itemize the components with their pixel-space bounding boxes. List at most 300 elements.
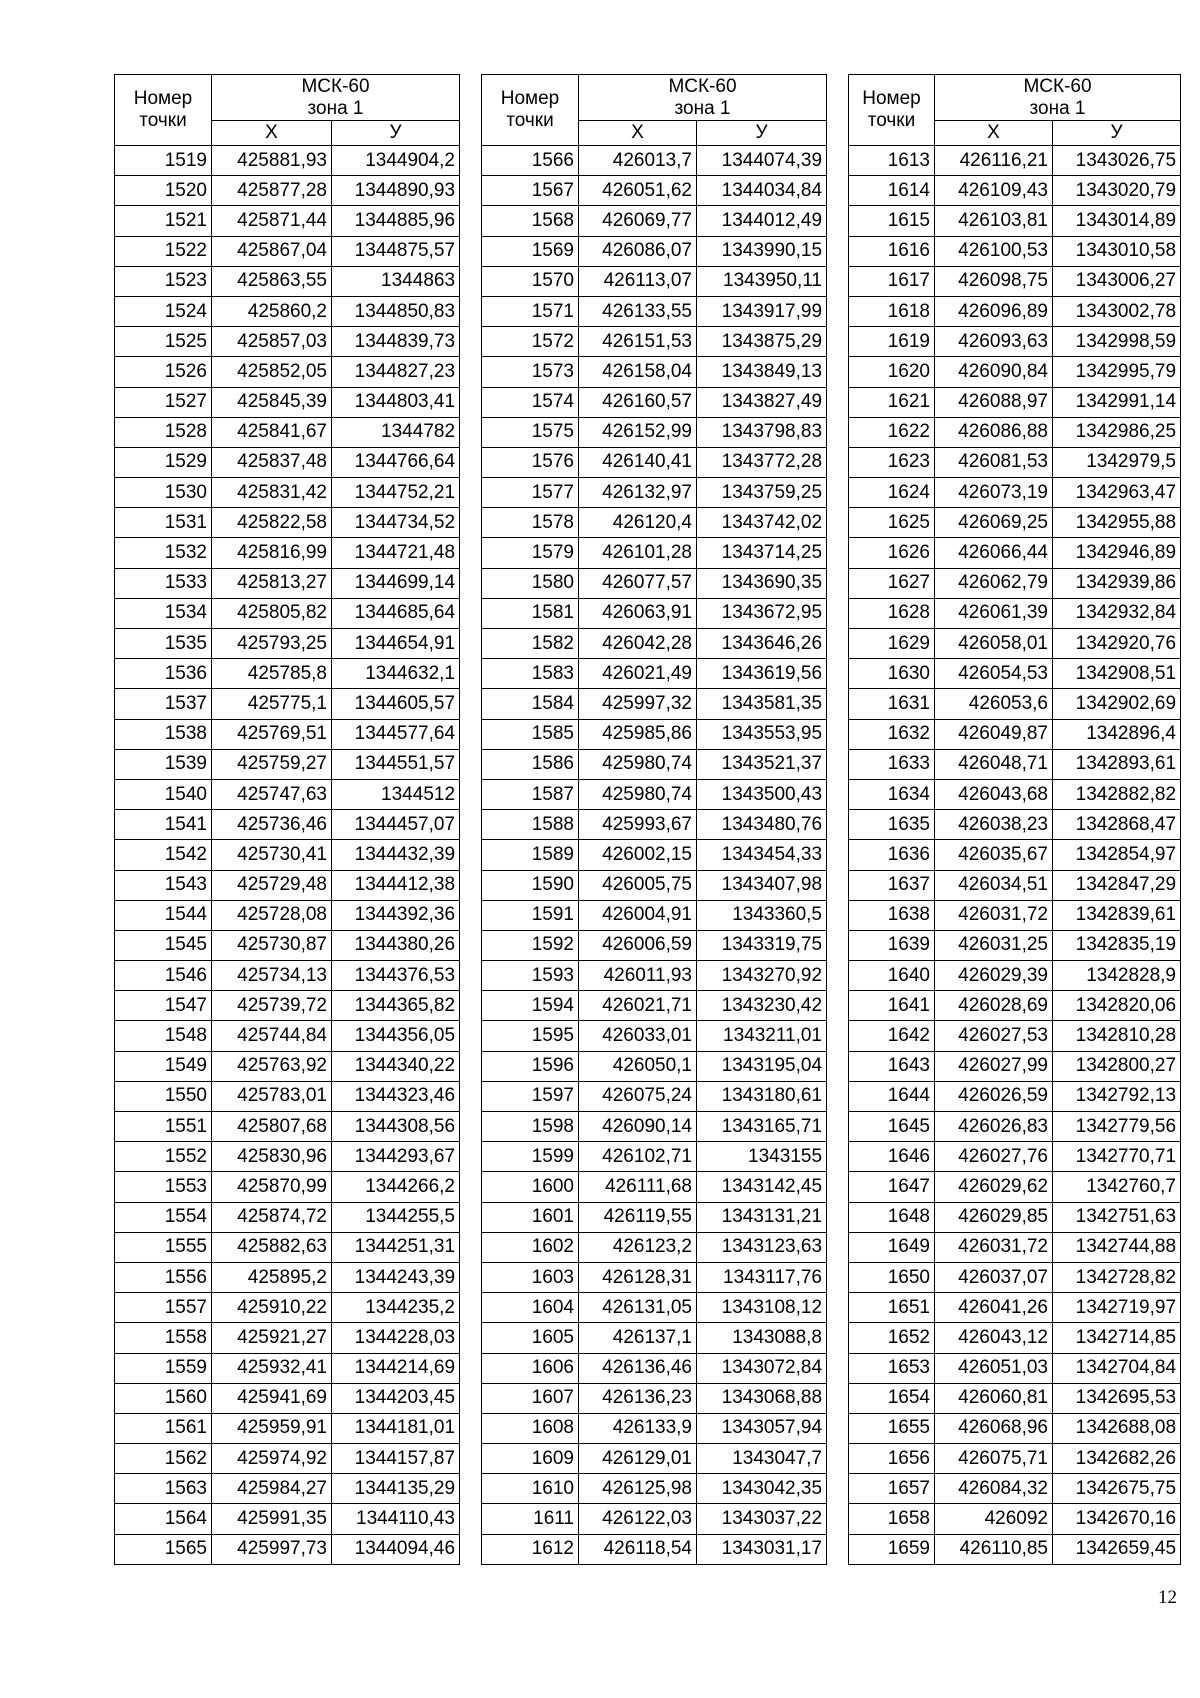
point-number-cell: 1564: [115, 1504, 212, 1534]
x-coordinate-cell: 425984,27: [212, 1474, 332, 1504]
table-row: [849, 991, 1181, 1021]
table-row: [482, 961, 827, 991]
x-coordinate-cell: 425997,73: [212, 1534, 332, 1564]
point-number-cell: 1572: [482, 327, 579, 357]
point-number-cell: 1607: [482, 1383, 579, 1413]
x-coordinate-cell: 426069,25: [935, 508, 1053, 538]
table-row: [849, 1534, 1181, 1564]
point-number-cell: 1542: [115, 840, 212, 870]
table-row: [115, 146, 460, 176]
table-body: [115, 146, 460, 1565]
point-number-cell: 1551: [115, 1112, 212, 1142]
y-coordinate-cell: 1342979,5: [1053, 447, 1181, 477]
table-row: [482, 1262, 827, 1292]
table-row: [482, 1293, 827, 1323]
point-number-cell: 1636: [849, 840, 935, 870]
point-number-cell: 1553: [115, 1172, 212, 1202]
y-coordinate-cell: 1342946,89: [1053, 538, 1181, 568]
point-number-cell: 1591: [482, 900, 579, 930]
y-coordinate-cell: 1342792,13: [1053, 1081, 1181, 1111]
x-coordinate-cell: 426058,01: [935, 629, 1053, 659]
x-coordinate-cell: 426066,44: [935, 538, 1053, 568]
coordinates-table-1: [114, 74, 460, 1565]
point-number-cell: 1640: [849, 961, 935, 991]
x-column-header: X: [212, 121, 332, 146]
point-number-cell: 1521: [115, 206, 212, 236]
y-coordinate-cell: 1344157,87: [332, 1444, 460, 1474]
table-row: [115, 1413, 460, 1443]
y-coordinate-cell: 1344251,31: [332, 1232, 460, 1262]
x-column-header: X: [935, 121, 1053, 146]
y-coordinate-cell: 1343553,95: [697, 719, 827, 749]
table-row: [482, 991, 827, 1021]
point-number-cell: 1651: [849, 1293, 935, 1323]
y-coordinate-cell: 1342882,82: [1053, 779, 1181, 809]
y-coordinate-cell: 1344356,05: [332, 1021, 460, 1051]
y-coordinate-cell: 1344551,57: [332, 749, 460, 779]
table-row: [849, 357, 1181, 387]
point-number-cell: 1655: [849, 1413, 935, 1443]
table-row: [482, 1172, 827, 1202]
y-coordinate-cell: 1344752,21: [332, 478, 460, 508]
y-coordinate-cell: 1343142,45: [697, 1172, 827, 1202]
y-coordinate-cell: 1343006,27: [1053, 266, 1181, 296]
x-coordinate-cell: 426103,81: [935, 206, 1053, 236]
x-coordinate-cell: 425881,93: [212, 146, 332, 176]
y-coordinate-cell: 1344214,69: [332, 1353, 460, 1383]
table-row: [482, 779, 827, 809]
y-coordinate-cell: 1343407,98: [697, 870, 827, 900]
table-row: [849, 1051, 1181, 1081]
point-number-cell: 1644: [849, 1081, 935, 1111]
table-row: [115, 749, 460, 779]
point-number-cell: 1659: [849, 1534, 935, 1564]
table-row: [115, 508, 460, 538]
y-coordinate-cell: 1342908,51: [1053, 659, 1181, 689]
point-number-cell: 1584: [482, 689, 579, 719]
x-coordinate-cell: 426093,63: [935, 327, 1053, 357]
point-number-cell: 1562: [115, 1444, 212, 1474]
x-coordinate-cell: 426026,83: [935, 1112, 1053, 1142]
x-coordinate-cell: 425730,41: [212, 840, 332, 870]
table-row: [482, 417, 827, 447]
y-coordinate-cell: 1343917,99: [697, 296, 827, 326]
y-coordinate-cell: 1344904,2: [332, 146, 460, 176]
y-coordinate-cell: 1343026,75: [1053, 146, 1181, 176]
table-row: [482, 870, 827, 900]
y-coordinate-cell: 1343319,75: [697, 930, 827, 960]
table-row: [849, 930, 1181, 960]
point-number-cell: 1571: [482, 296, 579, 326]
point-number-cell: 1603: [482, 1262, 579, 1292]
y-coordinate-cell: 1343037,22: [697, 1504, 827, 1534]
table-row: [849, 961, 1181, 991]
table-row: [115, 387, 460, 417]
x-coordinate-cell: 425932,41: [212, 1353, 332, 1383]
table-row: [482, 1081, 827, 1111]
table-row: [115, 1293, 460, 1323]
point-number-cell: 1566: [482, 146, 579, 176]
point-number-cell: 1541: [115, 810, 212, 840]
point-number-cell: 1594: [482, 991, 579, 1021]
point-number-cell: 1612: [482, 1534, 579, 1564]
table-row: [115, 840, 460, 870]
y-coordinate-cell: 1343088,8: [697, 1323, 827, 1353]
table-row: [482, 1383, 827, 1413]
table-row: [849, 1112, 1181, 1142]
table-row: [849, 1262, 1181, 1292]
x-coordinate-cell: 425985,86: [579, 719, 697, 749]
y-coordinate-cell: 1342800,27: [1053, 1051, 1181, 1081]
y-coordinate-cell: 1343360,5: [697, 900, 827, 930]
y-coordinate-cell: 1342670,16: [1053, 1504, 1181, 1534]
table-row: [115, 991, 460, 1021]
point-number-cell: 1631: [849, 689, 935, 719]
table-row: [115, 236, 460, 266]
table-row: [482, 1021, 827, 1051]
x-coordinate-cell: 425793,25: [212, 629, 332, 659]
y-coordinate-cell: 1343772,28: [697, 447, 827, 477]
y-coordinate-cell: 1343500,43: [697, 779, 827, 809]
point-number-cell: 1559: [115, 1353, 212, 1383]
y-coordinate-cell: 1344512: [332, 779, 460, 809]
point-number-cell: 1641: [849, 991, 935, 1021]
point-number-cell: 1618: [849, 296, 935, 326]
y-coordinate-cell: 1344243,39: [332, 1262, 460, 1292]
y-coordinate-cell: 1343646,26: [697, 629, 827, 659]
x-coordinate-cell: 426120,4: [579, 508, 697, 538]
y-coordinate-cell: 1342998,59: [1053, 327, 1181, 357]
y-column-header: У: [1053, 121, 1181, 146]
point-number-cell: 1610: [482, 1474, 579, 1504]
y-coordinate-cell: 1343759,25: [697, 478, 827, 508]
table-row: [482, 1353, 827, 1383]
table-row: [482, 930, 827, 960]
x-coordinate-cell: 426026,59: [935, 1081, 1053, 1111]
table-row: [115, 810, 460, 840]
y-coordinate-cell: 1344110,43: [332, 1504, 460, 1534]
y-coordinate-cell: 1343875,29: [697, 327, 827, 357]
point-number-cell: 1528: [115, 417, 212, 447]
point-number-cell: 1623: [849, 447, 935, 477]
y-coordinate-cell: 1343690,35: [697, 568, 827, 598]
table-body: [849, 146, 1181, 1565]
table-row: [849, 1383, 1181, 1413]
y-coordinate-cell: 1342995,79: [1053, 357, 1181, 387]
table-row: [482, 900, 827, 930]
point-number-cell: 1581: [482, 598, 579, 628]
y-coordinate-cell: 1342810,28: [1053, 1021, 1181, 1051]
y-coordinate-cell: 1342675,75: [1053, 1474, 1181, 1504]
point-number-cell: 1601: [482, 1202, 579, 1232]
x-coordinate-cell: 425974,92: [212, 1444, 332, 1474]
table-row: [115, 176, 460, 206]
y-coordinate-cell: 1342719,97: [1053, 1293, 1181, 1323]
point-number-cell: 1608: [482, 1413, 579, 1443]
table-row: [115, 206, 460, 236]
y-coordinate-cell: 1344863: [332, 266, 460, 296]
y-coordinate-cell: 1342751,63: [1053, 1202, 1181, 1232]
y-coordinate-cell: 1342854,97: [1053, 840, 1181, 870]
table-row: [849, 900, 1181, 930]
x-coordinate-cell: 426038,23: [935, 810, 1053, 840]
point-number-cell: 1580: [482, 568, 579, 598]
table-row: [849, 659, 1181, 689]
x-coordinate-cell: 426128,31: [579, 1262, 697, 1292]
table-row: [849, 719, 1181, 749]
table-row: [115, 1232, 460, 1262]
table-row: [849, 417, 1181, 447]
y-coordinate-cell: 1342963,47: [1053, 478, 1181, 508]
x-coordinate-cell: 426041,26: [935, 1293, 1053, 1323]
y-coordinate-cell: 1344885,96: [332, 206, 460, 236]
y-coordinate-cell: 1344803,41: [332, 387, 460, 417]
point-number-cell: 1620: [849, 357, 935, 387]
x-coordinate-cell: 426002,15: [579, 840, 697, 870]
y-coordinate-cell: 1343057,94: [697, 1413, 827, 1443]
y-coordinate-cell: 1344376,53: [332, 961, 460, 991]
y-coordinate-cell: 1344890,93: [332, 176, 460, 206]
table-row: [849, 478, 1181, 508]
table-row: [482, 719, 827, 749]
x-coordinate-cell: 425993,67: [579, 810, 697, 840]
x-coordinate-cell: 425728,08: [212, 900, 332, 930]
y-coordinate-cell: 1343742,02: [697, 508, 827, 538]
table-row: [849, 1474, 1181, 1504]
table-row: [115, 357, 460, 387]
y-column-header: У: [332, 121, 460, 146]
coordinate-system-header: МСК-60 зона 1: [212, 75, 460, 121]
x-coordinate-cell: 425980,74: [579, 779, 697, 809]
x-coordinate-cell: 425805,82: [212, 598, 332, 628]
point-number-cell: 1568: [482, 206, 579, 236]
point-number-header: Номер точки: [115, 75, 212, 146]
point-number-cell: 1658: [849, 1504, 935, 1534]
x-coordinate-cell: 425807,68: [212, 1112, 332, 1142]
x-coordinate-cell: 426090,14: [579, 1112, 697, 1142]
coordinate-system-header: МСК-60 зона 1: [579, 75, 827, 121]
y-coordinate-cell: 1344380,26: [332, 930, 460, 960]
table-row: [849, 538, 1181, 568]
x-coordinate-cell: 426119,55: [579, 1202, 697, 1232]
x-coordinate-cell: 426123,2: [579, 1232, 697, 1262]
y-coordinate-cell: 1343849,13: [697, 357, 827, 387]
table-row: [482, 387, 827, 417]
y-coordinate-cell: 1344721,48: [332, 538, 460, 568]
y-coordinate-cell: 1343990,15: [697, 236, 827, 266]
table-row: [849, 689, 1181, 719]
x-coordinate-cell: 426061,39: [935, 598, 1053, 628]
x-coordinate-cell: 426049,87: [935, 719, 1053, 749]
x-coordinate-cell: 425867,04: [212, 236, 332, 266]
x-coordinate-cell: 425991,35: [212, 1504, 332, 1534]
y-coordinate-cell: 1343798,83: [697, 417, 827, 447]
x-coordinate-cell: 426029,62: [935, 1172, 1053, 1202]
table-row: [115, 961, 460, 991]
point-number-cell: 1538: [115, 719, 212, 749]
table-row: [482, 1413, 827, 1443]
point-number-cell: 1588: [482, 810, 579, 840]
table-row: [482, 206, 827, 236]
table-row: [115, 1172, 460, 1202]
x-coordinate-cell: 426086,07: [579, 236, 697, 266]
point-number-cell: 1598: [482, 1112, 579, 1142]
point-number-cell: 1519: [115, 146, 212, 176]
table-row: [482, 447, 827, 477]
x-coordinate-cell: 426063,91: [579, 598, 697, 628]
x-coordinate-cell: 425759,27: [212, 749, 332, 779]
point-number-cell: 1597: [482, 1081, 579, 1111]
y-coordinate-cell: 1343180,61: [697, 1081, 827, 1111]
table-row: [115, 1504, 460, 1534]
table-row: [115, 266, 460, 296]
point-number-cell: 1530: [115, 478, 212, 508]
y-coordinate-cell: 1342682,26: [1053, 1444, 1181, 1474]
table-row: [115, 327, 460, 357]
point-number-cell: 1574: [482, 387, 579, 417]
table-row: [482, 236, 827, 266]
point-number-cell: 1537: [115, 689, 212, 719]
x-coordinate-cell: 426021,71: [579, 991, 697, 1021]
x-coordinate-cell: 426109,43: [935, 176, 1053, 206]
y-coordinate-cell: 1343827,49: [697, 387, 827, 417]
x-coordinate-cell: 426111,68: [579, 1172, 697, 1202]
table-row: [849, 1081, 1181, 1111]
x-coordinate-cell: 426113,07: [579, 266, 697, 296]
y-coordinate-cell: 1343454,33: [697, 840, 827, 870]
coordinates-table-2: [481, 74, 827, 1565]
point-number-cell: 1523: [115, 266, 212, 296]
table-row: [115, 689, 460, 719]
x-coordinate-cell: 425734,13: [212, 961, 332, 991]
table-row: [849, 327, 1181, 357]
x-coordinate-cell: 426090,84: [935, 357, 1053, 387]
point-number-cell: 1619: [849, 327, 935, 357]
x-coordinate-cell: 426051,62: [579, 176, 697, 206]
point-number-cell: 1638: [849, 900, 935, 930]
point-number-cell: 1593: [482, 961, 579, 991]
x-coordinate-cell: 425863,55: [212, 266, 332, 296]
point-number-cell: 1604: [482, 1293, 579, 1323]
table-row: [482, 478, 827, 508]
point-number-cell: 1614: [849, 176, 935, 206]
x-coordinate-cell: 426137,1: [579, 1323, 697, 1353]
point-number-cell: 1613: [849, 146, 935, 176]
x-coordinate-cell: 425877,28: [212, 176, 332, 206]
y-coordinate-cell: 1343108,12: [697, 1293, 827, 1323]
point-number-cell: 1643: [849, 1051, 935, 1081]
point-number-cell: 1556: [115, 1262, 212, 1292]
point-number-cell: 1632: [849, 719, 935, 749]
table-row: [115, 478, 460, 508]
point-number-cell: 1550: [115, 1081, 212, 1111]
x-coordinate-cell: 426031,72: [935, 900, 1053, 930]
x-coordinate-cell: 426021,49: [579, 659, 697, 689]
x-coordinate-cell: 426027,76: [935, 1142, 1053, 1172]
x-coordinate-cell: 426102,71: [579, 1142, 697, 1172]
y-coordinate-cell: 1343230,42: [697, 991, 827, 1021]
y-coordinate-cell: 1344308,56: [332, 1112, 460, 1142]
x-coordinate-cell: 425941,69: [212, 1383, 332, 1413]
y-coordinate-cell: 1342714,85: [1053, 1323, 1181, 1353]
point-number-cell: 1634: [849, 779, 935, 809]
point-number-cell: 1558: [115, 1323, 212, 1353]
x-coordinate-cell: 426005,75: [579, 870, 697, 900]
table-row: [115, 1051, 460, 1081]
y-coordinate-cell: 1344235,2: [332, 1293, 460, 1323]
x-coordinate-cell: 426129,01: [579, 1444, 697, 1474]
y-coordinate-cell: 1343117,76: [697, 1262, 827, 1292]
point-number-cell: 1557: [115, 1293, 212, 1323]
x-coordinate-cell: 426096,89: [935, 296, 1053, 326]
x-coordinate-cell: 425857,03: [212, 327, 332, 357]
point-number-cell: 1624: [849, 478, 935, 508]
x-coordinate-cell: 426043,68: [935, 779, 1053, 809]
point-number-cell: 1647: [849, 1172, 935, 1202]
x-coordinate-cell: 426042,28: [579, 629, 697, 659]
point-number-cell: 1529: [115, 447, 212, 477]
table-row: [849, 1172, 1181, 1202]
point-number-cell: 1616: [849, 236, 935, 266]
x-coordinate-cell: 425882,63: [212, 1232, 332, 1262]
point-number-cell: 1648: [849, 1202, 935, 1232]
x-coordinate-cell: 426006,59: [579, 930, 697, 960]
point-number-cell: 1531: [115, 508, 212, 538]
point-number-cell: 1560: [115, 1383, 212, 1413]
y-coordinate-cell: 1344135,29: [332, 1474, 460, 1504]
table-row: [115, 1353, 460, 1383]
table-row: [849, 1293, 1181, 1323]
x-coordinate-cell: 426098,75: [935, 266, 1053, 296]
y-coordinate-cell: 1342704,84: [1053, 1353, 1181, 1383]
x-coordinate-cell: 426028,69: [935, 991, 1053, 1021]
table-row: [849, 810, 1181, 840]
x-coordinate-cell: 426116,21: [935, 146, 1053, 176]
y-coordinate-cell: 1342847,29: [1053, 870, 1181, 900]
table-row: [849, 296, 1181, 326]
y-coordinate-cell: 1344255,5: [332, 1202, 460, 1232]
y-coordinate-cell: 1342902,69: [1053, 689, 1181, 719]
y-coordinate-cell: 1344839,73: [332, 327, 460, 357]
x-coordinate-cell: 426140,41: [579, 447, 697, 477]
point-number-cell: 1625: [849, 508, 935, 538]
x-coordinate-cell: 426132,97: [579, 478, 697, 508]
point-number-cell: 1575: [482, 417, 579, 447]
x-coordinate-cell: 426075,24: [579, 1081, 697, 1111]
y-coordinate-cell: 1342728,82: [1053, 1262, 1181, 1292]
point-number-cell: 1657: [849, 1474, 935, 1504]
table-row: [849, 266, 1181, 296]
point-number-cell: 1589: [482, 840, 579, 870]
y-coordinate-cell: 1342835,19: [1053, 930, 1181, 960]
x-coordinate-cell: 426051,03: [935, 1353, 1053, 1383]
x-coordinate-cell: 426086,88: [935, 417, 1053, 447]
table-row: [115, 719, 460, 749]
table-row: [482, 508, 827, 538]
x-coordinate-cell: 426084,32: [935, 1474, 1053, 1504]
x-coordinate-cell: 426043,12: [935, 1323, 1053, 1353]
y-coordinate-cell: 1342839,61: [1053, 900, 1181, 930]
table-row: [849, 1142, 1181, 1172]
x-coordinate-cell: 426152,99: [579, 417, 697, 447]
y-coordinate-cell: 1343480,76: [697, 810, 827, 840]
x-coordinate-cell: 426053,6: [935, 689, 1053, 719]
table-row: [482, 598, 827, 628]
y-coordinate-cell: 1343672,95: [697, 598, 827, 628]
table-row: [482, 1202, 827, 1232]
table-row: [849, 146, 1181, 176]
x-coordinate-cell: 425910,22: [212, 1293, 332, 1323]
